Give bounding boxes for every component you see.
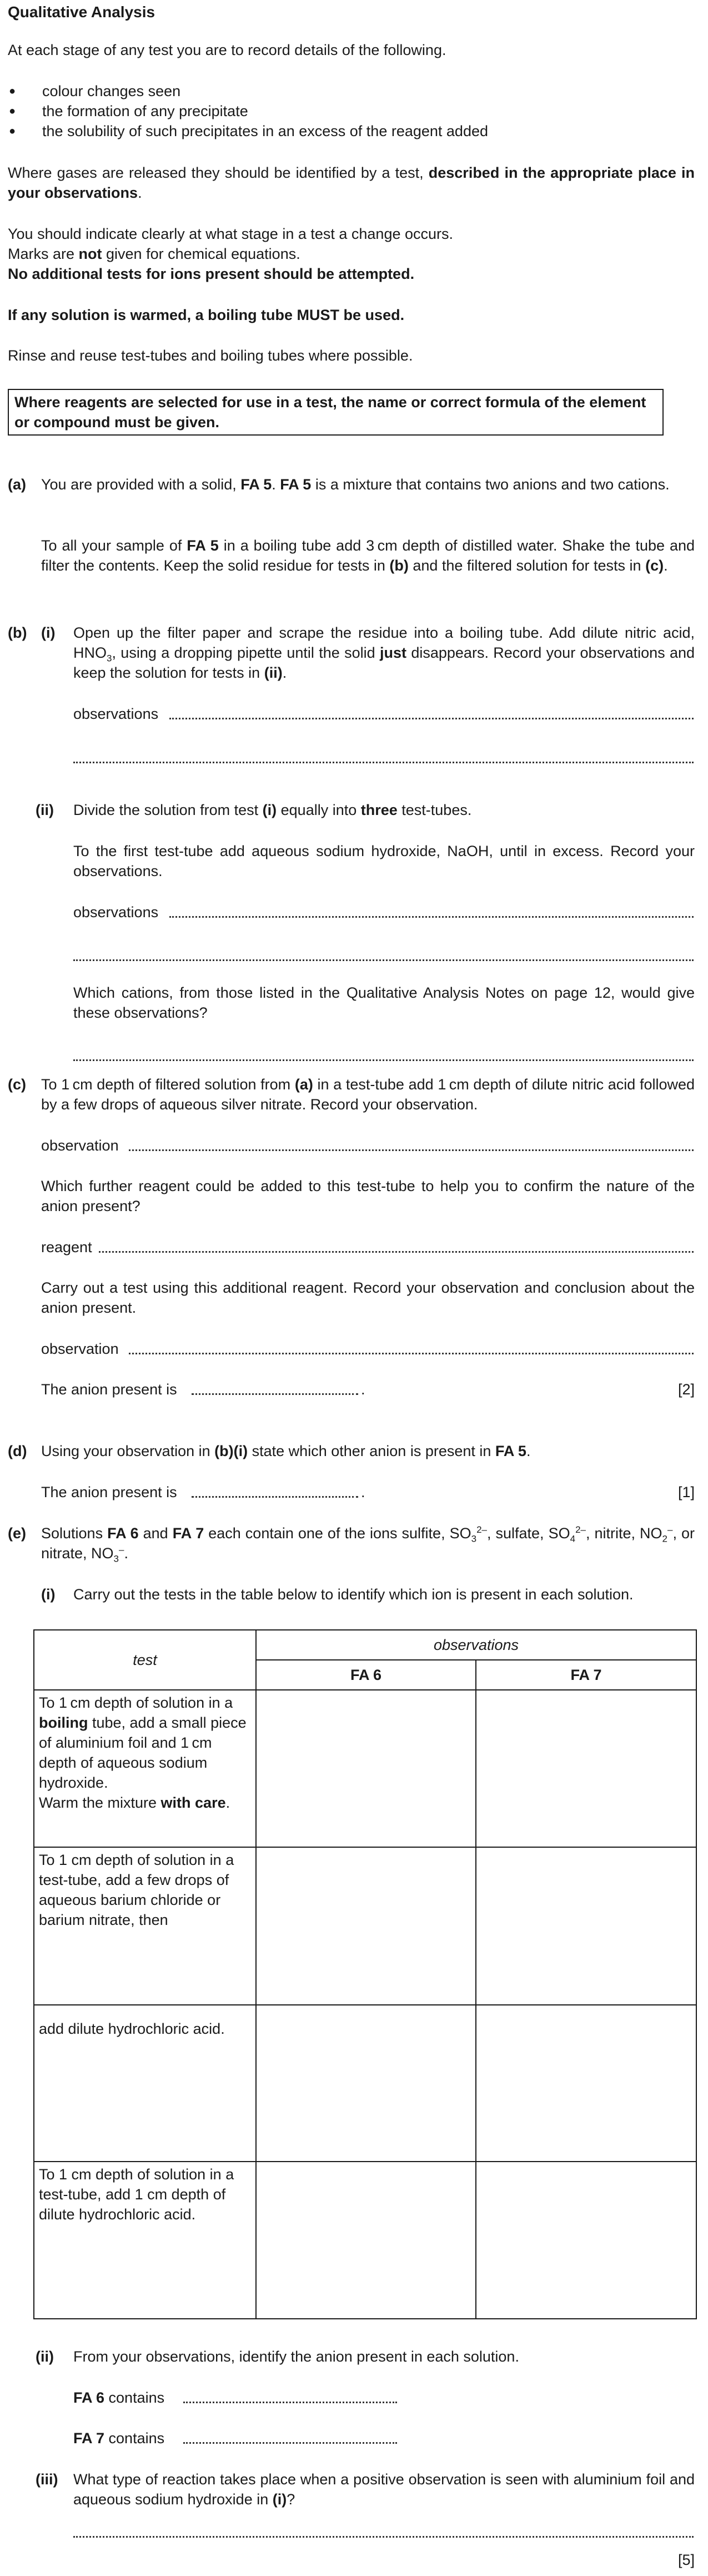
fa7-observation-cell[interactable] [476,2005,696,2162]
marks-e: [5] [677,2552,695,2568]
anion-present-label: The anion present is [41,1484,177,1500]
answer-line[interactable] [99,1251,694,1253]
question-b-ii-number: (ii) [36,802,54,818]
question-e-iii-text: What type of reaction takes place when a positive observation is seen with aluminium foil and aqueous sodium hydroxide in (i)? [73,2471,695,2508]
table-header-row [34,1630,696,1660]
fa6-observation-cell[interactable] [256,2162,476,2319]
question-e-ii-number: (ii) [36,2348,54,2365]
observations-label: observations [73,904,159,921]
question-b-ii-question: Which cations, from those listed in the Qualitative Analysis Notes on page 12, would give these observations? [73,984,695,1021]
answer-line[interactable] [73,1059,694,1061]
answer-line[interactable] [183,2402,397,2403]
question-e-text: Solutions FA 6 and FA 7 each contain one of the ions sulfite, $SO_3^{2-}$, sulfate, $SO_4^{2-}$, nitrite, $NO_2^-$, or nitrate, $NO_3^-$. [41,1524,695,1564]
column-header-fa7: FA 7 [476,1660,696,1690]
column-header-test: test [34,1630,256,1690]
observations-table [33,1629,697,2319]
table-row [34,1690,696,1847]
table-row [34,1847,696,2005]
question-c-text: To 1 cm depth of filtered solution from (a) in a test-tube add 1 cm depth of dilute nitric acid followed by a few drops of aqueous silver nitrate. Record your observation. [41,1076,695,1113]
anion-present-label: The anion present is [41,1381,177,1398]
marks-instruction: Marks are not given for chemical equations. [8,246,300,262]
fa6-observation-cell[interactable] [256,1690,476,1847]
reagent-label: reagent [41,1239,92,1256]
marks-c: [2] [677,1381,695,1398]
question-d-text: Using your observation in (b)(i) state which other anion is present in FA 5. [41,1443,531,1459]
full-stop: . [361,1484,365,1500]
answer-line[interactable] [73,2536,694,2538]
full-stop: . [361,1381,365,1398]
boiling-tube-warning: If any solution is warmed, a boiling tube MUST be used. [8,307,405,323]
gases-instruction: Where gases are released they should be identified by a test, described in the appropriate place in your observations. [8,164,695,201]
instruction-bullets [8,81,695,141]
reagents-notice-box: Where reagents are selected for use in a test, the name or correct formula of the element or compound must be given. [8,389,664,436]
table-row [34,2162,696,2319]
fa7-observation-cell[interactable] [476,1690,696,1847]
test-cell: To 1 cm depth of solution in a boiling tube, add a small piece of aluminium foil and 1 cm depth of aqueous sodium hydroxide. Warm the mixture with care. [34,1690,256,1847]
test-cell: To 1 cm depth of solution in a test-tube, add 1 cm depth of dilute hydrochloric acid. [34,2162,256,2319]
question-a-instructions: To all your sample of FA 5 in a boiling tube add 3 cm depth of distilled water. Shake the tube and filter the contents. Keep the solid residue for tests in (b) and the filtered solution for tests in (c). [41,537,695,574]
answer-line[interactable] [129,1353,694,1354]
column-header-observations: observations [256,1630,696,1660]
bullet-item: ● the formation of any precipitate [8,101,695,121]
test-cell: To 1 cm depth of solution in a test-tube, add a few drops of aqueous barium chloride or barium nitrate, then [34,1847,256,2005]
question-b-i-text: Open up the filter paper and scrape the residue into a boiling tube. Add dilute nitric acid, $HNO_3$, using a dropping pipette until the solid just disappears. Record your observations and keep the solution for tests in (ii). [73,624,695,681]
question-c-further-reagent: Which further reagent could be added to this test-tube to help you to confirm the nature of the anion present? [41,1178,695,1214]
question-a-text: You are provided with a solid, FA 5. FA 5 is a mixture that contains two anions and two cations. [41,476,670,493]
question-a-number: (a) [8,476,26,493]
question-e-i-text: Carry out the tests in the table below to identify which ion is present in each solution. [73,1586,634,1603]
page-title: Qualitative Analysis [8,3,155,21]
answer-line[interactable] [169,916,694,918]
question-c-number: (c) [8,1076,26,1093]
answer-line[interactable] [129,1149,694,1151]
question-b-ii-text: Divide the solution from test (i) equally into three test-tubes. [73,802,472,818]
question-e-i-number: (i) [41,1586,56,1603]
fa7-observation-cell[interactable] [476,1847,696,2005]
question-e-number: (e) [8,1525,26,1542]
answer-line[interactable] [192,1496,358,1498]
question-e-ii-text: From your observations, identify the anion present in each solution. [73,2348,519,2365]
no-additional-tests: No additional tests for ions present should be attempted. [8,266,415,282]
answer-line[interactable] [183,2442,397,2444]
answer-line[interactable] [73,762,694,763]
column-header-fa6: FA 6 [256,1660,476,1690]
question-b-number: (b) [8,624,27,641]
answer-line[interactable] [169,718,694,719]
test-cell: add dilute hydrochloric acid. [34,2005,256,2162]
fa6-observation-cell[interactable] [256,2005,476,2162]
observation-label: observation [41,1340,119,1357]
fa7-contains-label: FA 7 contains [73,2430,165,2447]
table-row [34,2005,696,2162]
answer-line[interactable] [73,959,694,961]
bullet-item: ● the solubility of such precipitates in an excess of the reagent added [8,121,695,141]
marks-d: [1] [677,1484,695,1500]
question-c-carry-out: Carry out a test using this additional reagent. Record your observation and conclusion about the anion present. [41,1279,695,1316]
indicate-instruction: You should indicate clearly at what stage in a test a change occurs. [8,226,453,242]
answer-line[interactable] [192,1393,358,1395]
question-b-ii-instructions: To the first test-tube add aqueous sodium hydroxide, NaOH, until in excess. Record your observations. [73,843,695,879]
fa7-observation-cell[interactable] [476,2162,696,2319]
question-b-i-number: (i) [41,624,56,641]
observations-label: observations [73,706,159,722]
rinse-instruction: Rinse and reuse test-tubes and boiling tubes where possible. [8,347,413,364]
observation-label: observation [41,1137,119,1154]
question-e-iii-number: (iii) [36,2471,58,2488]
intro-line: At each stage of any test you are to record details of the following. [8,42,446,58]
fa6-observation-cell[interactable] [256,1847,476,2005]
question-d-number: (d) [8,1443,27,1459]
bullet-item: ● colour changes seen [8,81,695,101]
fa6-contains-label: FA 6 contains [73,2389,165,2406]
